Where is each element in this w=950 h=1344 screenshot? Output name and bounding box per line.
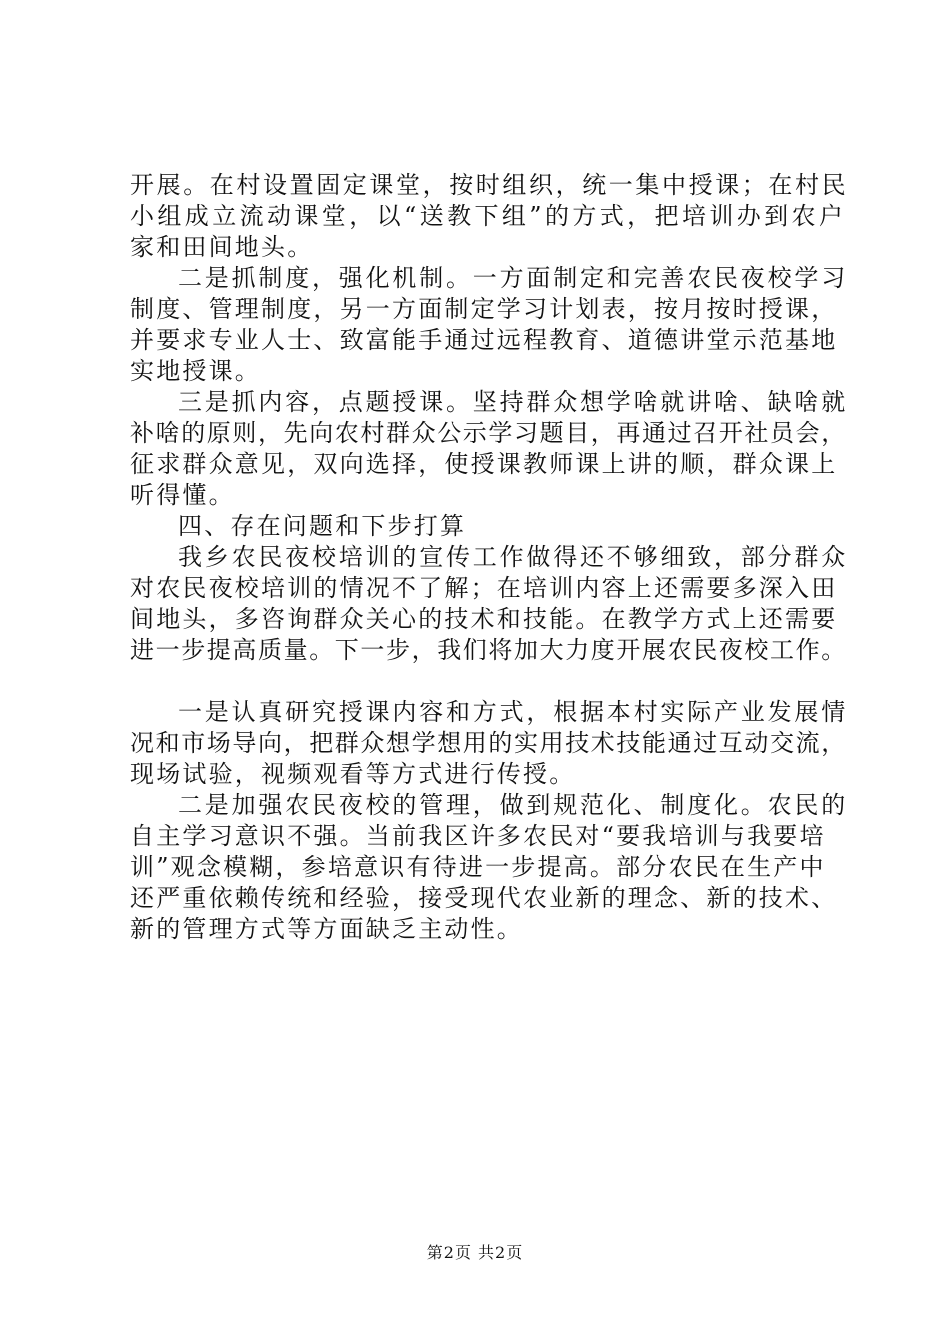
paragraph-start-line: 我乡农民夜校培训的宣传工作做得还不够细致，部分群众 [178,543,848,571]
text-line: 况和市场导向，把群众想学想用的实用技术技能通过互动交流， [130,729,847,757]
paragraph-start-line: 一是认真研究授课内容和方式，根据本村实际产业发展情 [178,698,848,726]
text-line: 现场试验，视频观看等方式进行传授。 [130,760,576,788]
section-heading: 四、存在问题和下步打算 [178,512,467,540]
text-line: 征求群众意见，双向选择，使授课教师课上讲的顺，群众课上 [130,450,838,478]
text-line: 自主学习意识不强。当前我区许多农民对“要我培训与我要培 [130,822,826,850]
paragraph-start-line: 二是加强农民夜校的管理，做到规范化、制度化。农民的 [178,791,848,819]
paragraph-gap [130,666,850,697]
page-number-label: 第2页 共2页 [426,1243,524,1262]
document-body [130,170,850,945]
text-line: 补啥的原则，先向农村群众公示学习题目，再通过召开社员会， [130,419,847,447]
paragraph-start-line: 二是抓制度，强化机制。一方面制定和完善农民夜校学习 [178,264,848,292]
text-line: 对农民夜校培训的情况不了解；在培训内容上还需要多深入田 [130,574,838,602]
text-line: 家和田间地头。 [130,233,314,261]
text-line: 间地头，多咨询群众关心的技术和技能。在教学方式上还需要 [130,605,838,633]
text-line: 新的管理方式等方面缺乏主动性。 [130,915,523,943]
text-line: 实地授课。 [130,357,261,385]
text-line: 进一步提高质量。下一步，我们将加大力度开展农民夜校工作。 [130,636,847,664]
text-line: 听得懂。 [130,481,235,509]
paragraph-start-line: 三是抓内容，点题授课。坚持群众想学啥就讲啥、缺啥就 [178,388,848,416]
text-line: 小组成立流动课堂，以“送教下组”的方式，把培训办到农户 [130,202,847,230]
text-line: 并要求专业人士、致富能手通过远程教育、道德讲堂示范基地 [130,326,838,354]
text-line: 制度、管理制度，另一方面制定学习计划表，按月按时授课， [130,295,838,323]
page-footer [0,1243,950,1263]
text-line: 开展。在村设置固定课堂，按时组织，统一集中授课；在村民 [130,171,849,199]
text-line: 还严重依赖传统和经验，接受现代农业新的理念、新的技术、 [130,884,838,912]
text-line: 训”观念模糊，参培意识有待进一步提高。部分农民在生产中 [130,853,826,881]
